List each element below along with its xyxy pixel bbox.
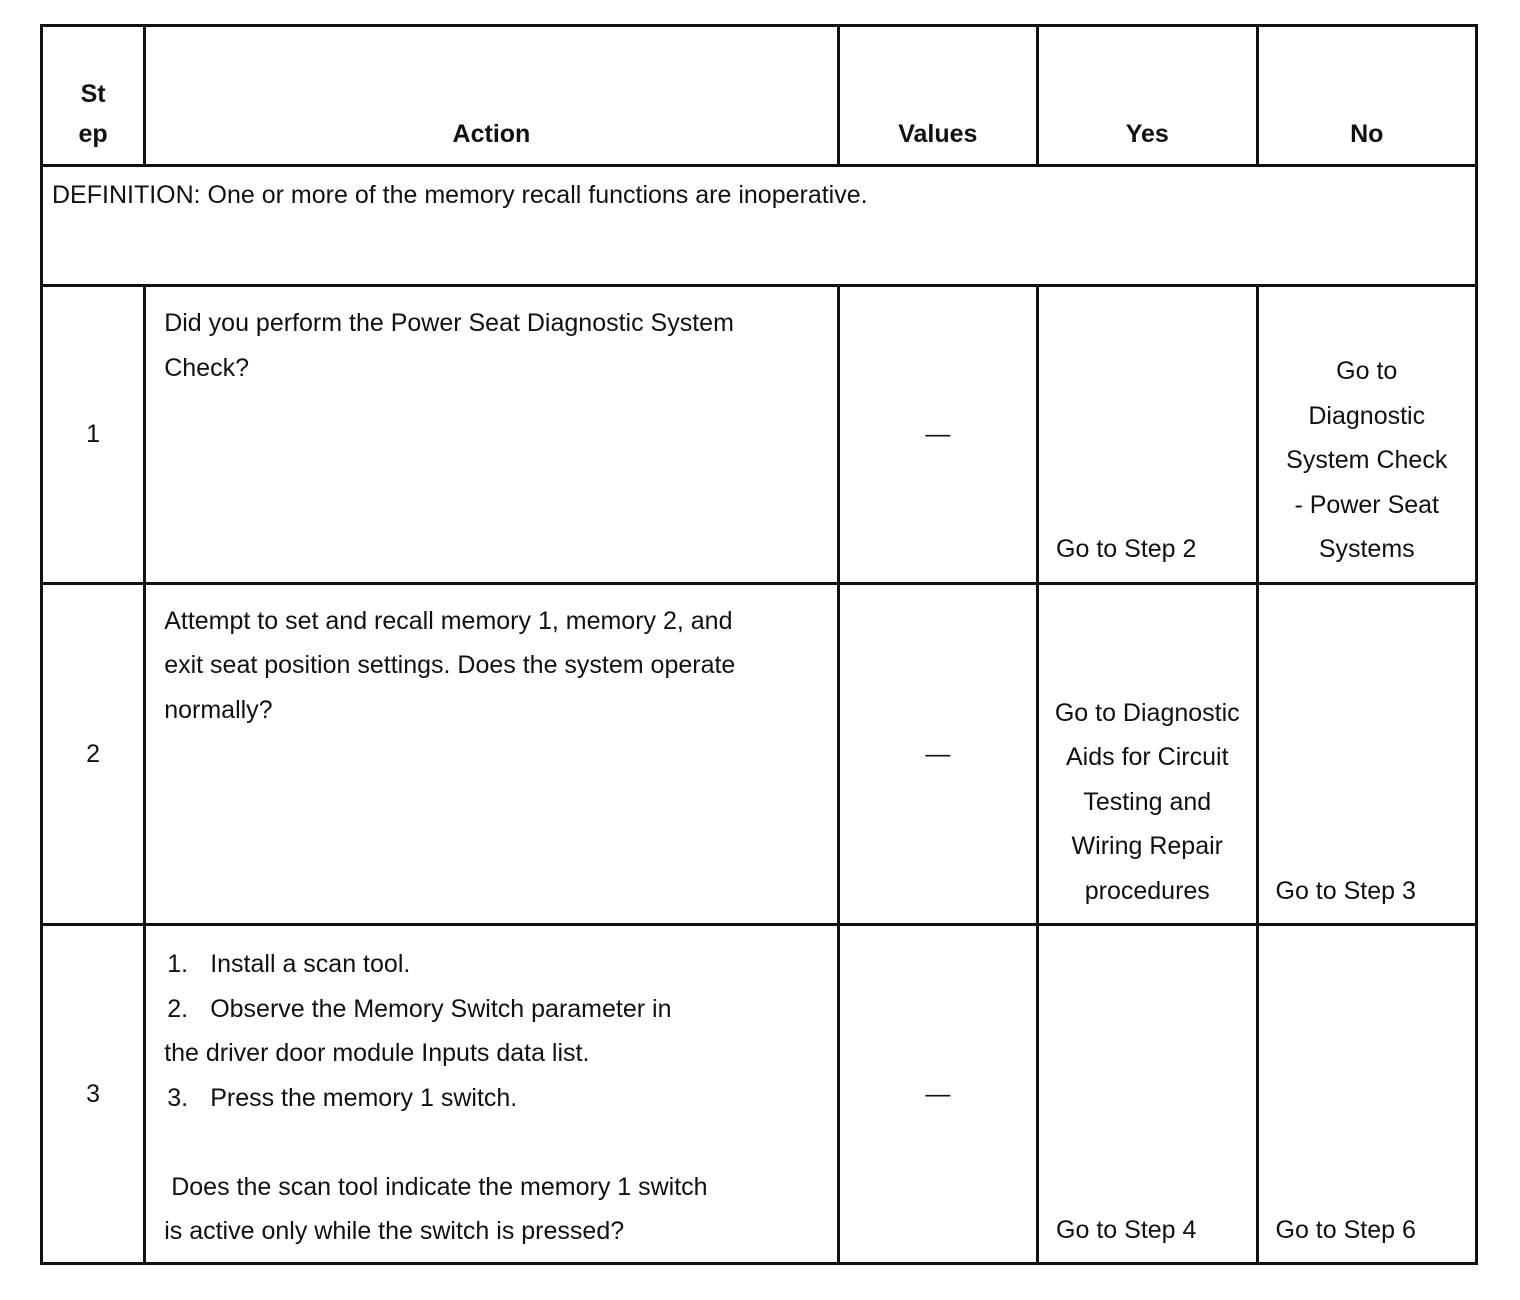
table-row — [42, 583, 1477, 925]
list-item-text: Press the memory 1 switch. — [210, 1083, 518, 1112]
action-text — [145, 925, 838, 1264]
values-cell: — — [838, 583, 1037, 925]
no-cell: Go to Step 3 — [1257, 583, 1477, 925]
header-values: Values — [838, 26, 1037, 166]
definition-text: DEFINITION: One or more of the memory recall functions are inoperative. — [42, 166, 1477, 286]
list-item-number: 2. — [167, 994, 189, 1023]
no-cell — [1257, 286, 1477, 583]
list-item — [164, 1076, 776, 1121]
list-item-text: Observe the Memory Switch parameter in — [210, 994, 672, 1023]
question-line: Does the scan tool indicate the memory 1 switch — [171, 1172, 708, 1201]
list-item — [164, 987, 776, 1032]
definition-row — [42, 166, 1477, 286]
header-row — [42, 26, 1477, 166]
no-cell-text: Go to Diagnostic System Check - Power Seat Systems — [1286, 357, 1448, 564]
yes-cell: Go to Step 2 — [1038, 286, 1257, 583]
step-number: 1 — [42, 286, 145, 583]
yes-cell-text: Go to Diagnostic Aids for Circuit Testing and Wiring Repair procedures — [1054, 698, 1240, 905]
question-line: is active only while the switch is pressed? — [164, 1217, 625, 1246]
yes-cell: Go to Step 4 — [1038, 925, 1257, 1264]
step-number: 2 — [42, 583, 145, 925]
action-text: Did you perform the Power Seat Diagnostic System Check? — [145, 286, 838, 583]
no-cell: Go to Step 6 — [1257, 925, 1477, 1264]
values-cell: — — [838, 286, 1037, 583]
table-row — [42, 286, 1477, 583]
header-yes: Yes — [1038, 26, 1257, 166]
action-text: Attempt to set and recall memory 1, memory 2, and exit seat position settings. Does the system operate normally? — [145, 583, 838, 925]
header-action: Action — [145, 26, 838, 166]
list-item-continuation: the driver door module Inputs data list. — [164, 1039, 590, 1068]
list-item-number: 1. — [167, 950, 189, 979]
blank-line — [164, 1120, 776, 1165]
table-row — [42, 925, 1477, 1264]
list-item-number: 3. — [167, 1083, 189, 1112]
list-item-text: Install a scan tool. — [210, 950, 411, 979]
header-step — [42, 26, 145, 166]
step-number: 3 — [42, 925, 145, 1264]
yes-cell — [1038, 583, 1257, 925]
values-cell: — — [838, 925, 1037, 1264]
header-step-label: St ep — [78, 80, 108, 149]
list-item — [164, 942, 776, 987]
diagnostic-table — [40, 24, 1478, 1265]
header-no: No — [1257, 26, 1477, 166]
